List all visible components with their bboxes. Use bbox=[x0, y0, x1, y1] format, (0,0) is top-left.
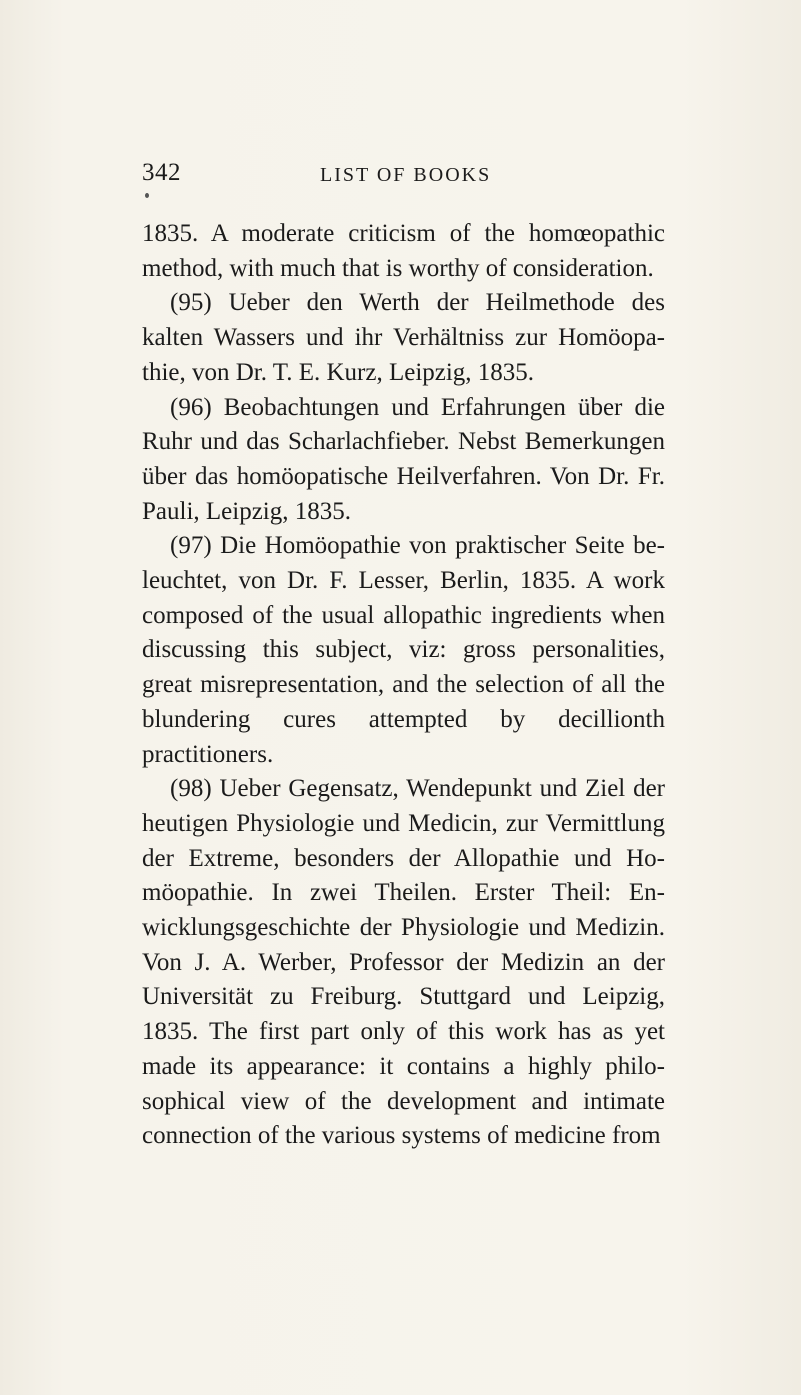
entry-95: (95) Ueber den Werth der Heilmethode des kalten Wassers und ihr Verhältniss zur Homöopathie, von Dr. T. E. Kurz, Leipzig, 1835. bbox=[142, 289, 665, 386]
page-body bbox=[142, 217, 665, 1154]
paragraph-continuation: 1835. A moderate criticism of the homœopathic method, with much that is worthy of consideration. bbox=[142, 220, 665, 282]
page-number: 342 bbox=[142, 159, 181, 186]
entry-96: (96) Beobachtungen und Erfahrungen über die Ruhr und das Scharlachfieber. Nebst Bemerkungen über das homöopatische Heilverfahren. Von Dr. Fr. Pauli, Leipzig, 1835. bbox=[142, 393, 665, 525]
ink-speck bbox=[145, 193, 149, 198]
running-head: LIST OF BOOKS bbox=[320, 164, 492, 186]
entry-98: (98) Ueber Gegensatz, Wendepunkt und Ziel der heutigen Physiologie und Medicin, zur Vermittlung der Extreme, besonders der Allopathie und Homöopathie. In zwei Theilen. Erster Theil: Enwicklungsgeschichte der Physiologie und Medizin. Von J. A. Werber, Professor der Medizin an der Universität zu Freiburg. Stuttgard und Leipzig, 1835. The first part only of this work has as yet made its appearance: it contains a highly philosophical view of the development and intimate connection of the various systems of medicine from bbox=[142, 775, 665, 1150]
entry-97: (97) Die Homöopathie von praktischer Seite beleuchtet, von Dr. F. Lesser, Berlin, 1835. A work composed of the usual allopathic ingredients when discussing this subject, viz: gross personalities, great misrepresentation, and the selection of all the blundering cures attempted by decillionth practitioners. bbox=[142, 532, 665, 768]
page-header bbox=[0, 158, 801, 188]
